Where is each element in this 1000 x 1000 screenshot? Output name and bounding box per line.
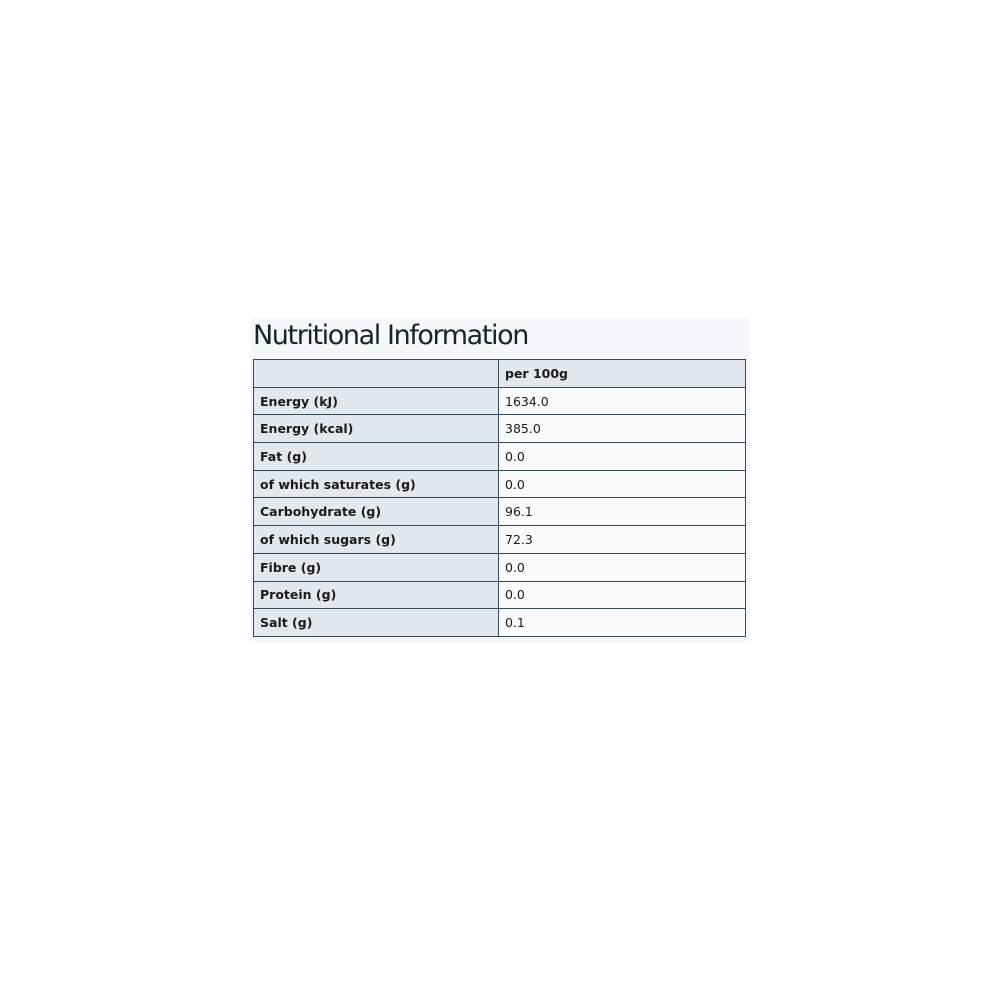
nutrient-value-energy-kcal: 385.0 (499, 415, 746, 443)
nutrient-value-fibre: 0.0 (499, 553, 746, 581)
header-label-cell (254, 360, 499, 388)
nutrient-label-energy-kj: Energy (kJ) (254, 387, 499, 415)
table-row (254, 443, 746, 471)
table-row (254, 581, 746, 609)
nutrient-label-energy-kcal: Energy (kcal) (254, 415, 499, 443)
page-title: Nutritional Information (253, 320, 528, 351)
table-header-row (254, 360, 746, 388)
table-row (254, 553, 746, 581)
nutrient-label-sugars: of which sugars (g) (254, 526, 499, 554)
table-row (254, 609, 746, 637)
nutrient-label-carbohydrate: Carbohydrate (g) (254, 498, 499, 526)
nutrient-label-protein: Protein (g) (254, 581, 499, 609)
table-row (254, 498, 746, 526)
nutrient-label-salt: Salt (g) (254, 609, 499, 637)
nutrient-value-protein: 0.0 (499, 581, 746, 609)
table-row (254, 415, 746, 443)
table-row (254, 470, 746, 498)
nutrition-table (253, 359, 746, 637)
nutrient-value-carbohydrate: 96.1 (499, 498, 746, 526)
header-value-cell: per 100g (499, 360, 746, 388)
nutrient-value-fat: 0.0 (499, 443, 746, 471)
table-row (254, 387, 746, 415)
nutrient-value-saturates: 0.0 (499, 470, 746, 498)
table-row (254, 526, 746, 554)
nutrient-label-fat: Fat (g) (254, 443, 499, 471)
nutrient-value-sugars: 72.3 (499, 526, 746, 554)
nutrient-value-energy-kj: 1634.0 (499, 387, 746, 415)
nutrient-label-fibre: Fibre (g) (254, 553, 499, 581)
nutrient-value-salt: 0.1 (499, 609, 746, 637)
nutrient-label-saturates: of which saturates (g) (254, 470, 499, 498)
